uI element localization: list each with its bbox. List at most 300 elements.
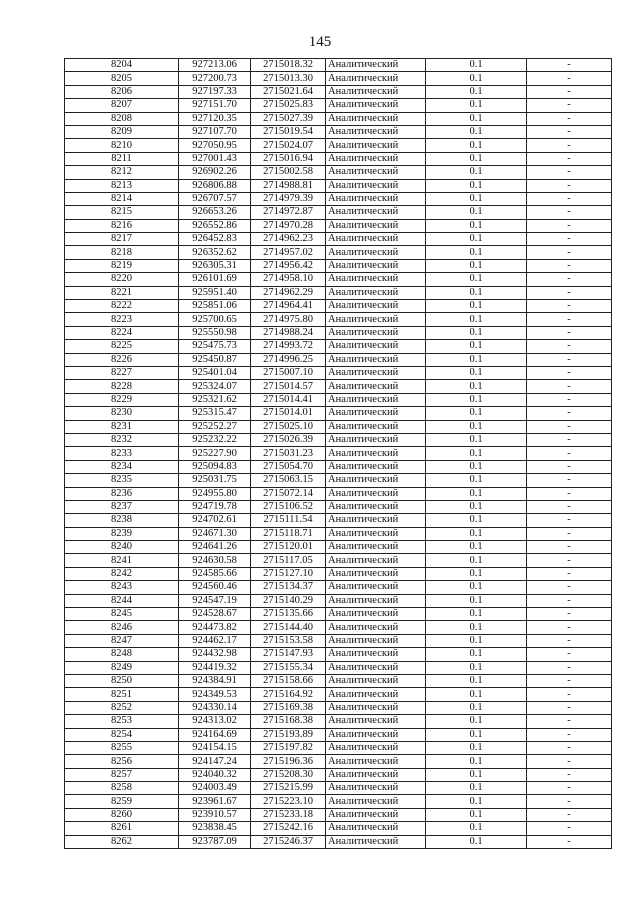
note-cell: - — [527, 608, 612, 621]
precision-cell: 0.1 — [426, 447, 527, 460]
y-coordinate-cell: 2714962.23 — [251, 233, 326, 246]
note-cell: - — [527, 661, 612, 674]
point-number-cell: 8228 — [65, 380, 179, 393]
y-coordinate-cell: 2714979.39 — [251, 192, 326, 205]
point-number-cell: 8226 — [65, 353, 179, 366]
x-coordinate-cell: 924313.02 — [179, 715, 251, 728]
precision-cell: 0.1 — [426, 192, 527, 205]
method-cell: Аналитический — [326, 420, 426, 433]
table-row — [65, 822, 612, 835]
table-row — [65, 300, 612, 313]
x-coordinate-cell: 927151.70 — [179, 99, 251, 112]
table-row — [65, 728, 612, 741]
method-cell: Аналитический — [326, 808, 426, 821]
point-number-cell: 8232 — [65, 433, 179, 446]
x-coordinate-cell: 923787.09 — [179, 835, 251, 848]
method-cell: Аналитический — [326, 246, 426, 259]
x-coordinate-cell: 926101.69 — [179, 273, 251, 286]
point-number-cell: 8214 — [65, 192, 179, 205]
point-number-cell: 8247 — [65, 634, 179, 647]
method-cell: Аналитический — [326, 474, 426, 487]
note-cell: - — [527, 139, 612, 152]
note-cell: - — [527, 393, 612, 406]
x-coordinate-cell: 924462.17 — [179, 634, 251, 647]
precision-cell: 0.1 — [426, 139, 527, 152]
y-coordinate-cell: 2715215.99 — [251, 782, 326, 795]
method-cell: Аналитический — [326, 340, 426, 353]
note-cell: - — [527, 206, 612, 219]
method-cell: Аналитический — [326, 554, 426, 567]
point-number-cell: 8231 — [65, 420, 179, 433]
method-cell: Аналитический — [326, 674, 426, 687]
point-number-cell: 8254 — [65, 728, 179, 741]
point-number-cell: 8245 — [65, 608, 179, 621]
note-cell: - — [527, 701, 612, 714]
note-cell: - — [527, 474, 612, 487]
y-coordinate-cell: 2715014.41 — [251, 393, 326, 406]
table-row — [65, 715, 612, 728]
precision-cell: 0.1 — [426, 755, 527, 768]
precision-cell: 0.1 — [426, 728, 527, 741]
method-cell: Аналитический — [326, 634, 426, 647]
table-row — [65, 741, 612, 754]
precision-cell: 0.1 — [426, 768, 527, 781]
precision-cell: 0.1 — [426, 380, 527, 393]
precision-cell: 0.1 — [426, 273, 527, 286]
method-cell: Аналитический — [326, 233, 426, 246]
point-number-cell: 8260 — [65, 808, 179, 821]
point-number-cell: 8241 — [65, 554, 179, 567]
note-cell: - — [527, 594, 612, 607]
note-cell: - — [527, 152, 612, 165]
precision-cell: 0.1 — [426, 514, 527, 527]
x-coordinate-cell: 926452.83 — [179, 233, 251, 246]
x-coordinate-cell: 925094.83 — [179, 460, 251, 473]
method-cell: Аналитический — [326, 822, 426, 835]
y-coordinate-cell: 2715155.34 — [251, 661, 326, 674]
x-coordinate-cell: 926806.88 — [179, 179, 251, 192]
note-cell: - — [527, 688, 612, 701]
note-cell: - — [527, 179, 612, 192]
method-cell: Аналитический — [326, 366, 426, 379]
precision-cell: 0.1 — [426, 567, 527, 580]
x-coordinate-cell: 924630.58 — [179, 554, 251, 567]
y-coordinate-cell: 2714988.24 — [251, 326, 326, 339]
note-cell: - — [527, 648, 612, 661]
x-coordinate-cell: 925232.22 — [179, 433, 251, 446]
point-number-cell: 8253 — [65, 715, 179, 728]
table-row — [65, 634, 612, 647]
method-cell: Аналитический — [326, 152, 426, 165]
precision-cell: 0.1 — [426, 581, 527, 594]
table-row — [65, 527, 612, 540]
method-cell: Аналитический — [326, 621, 426, 634]
table-row — [65, 286, 612, 299]
point-number-cell: 8249 — [65, 661, 179, 674]
x-coordinate-cell: 926707.57 — [179, 192, 251, 205]
y-coordinate-cell: 2715233.18 — [251, 808, 326, 821]
x-coordinate-cell: 924164.69 — [179, 728, 251, 741]
table-row — [65, 701, 612, 714]
table-row — [65, 688, 612, 701]
point-number-cell: 8224 — [65, 326, 179, 339]
precision-cell: 0.1 — [426, 835, 527, 848]
precision-cell: 0.1 — [426, 206, 527, 219]
table-row — [65, 487, 612, 500]
table-row — [65, 179, 612, 192]
table-row — [65, 166, 612, 179]
x-coordinate-cell: 924719.78 — [179, 500, 251, 513]
x-coordinate-cell: 923961.67 — [179, 795, 251, 808]
y-coordinate-cell: 2715153.58 — [251, 634, 326, 647]
y-coordinate-cell: 2715193.89 — [251, 728, 326, 741]
method-cell: Аналитический — [326, 166, 426, 179]
method-cell: Аналитический — [326, 112, 426, 125]
point-number-cell: 8242 — [65, 567, 179, 580]
point-number-cell: 8233 — [65, 447, 179, 460]
note-cell: - — [527, 72, 612, 85]
note-cell: - — [527, 581, 612, 594]
point-number-cell: 8215 — [65, 206, 179, 219]
method-cell: Аналитический — [326, 701, 426, 714]
table-row — [65, 567, 612, 580]
y-coordinate-cell: 2715021.64 — [251, 85, 326, 98]
method-cell: Аналитический — [326, 300, 426, 313]
table-row — [65, 152, 612, 165]
point-number-cell: 8206 — [65, 85, 179, 98]
x-coordinate-cell: 925324.07 — [179, 380, 251, 393]
table-row — [65, 192, 612, 205]
table-row — [65, 85, 612, 98]
precision-cell: 0.1 — [426, 166, 527, 179]
x-coordinate-cell: 926552.86 — [179, 219, 251, 232]
y-coordinate-cell: 2715168.38 — [251, 715, 326, 728]
table-row — [65, 594, 612, 607]
x-coordinate-cell: 924330.14 — [179, 701, 251, 714]
point-number-cell: 8261 — [65, 822, 179, 835]
y-coordinate-cell: 2715147.93 — [251, 648, 326, 661]
precision-cell: 0.1 — [426, 219, 527, 232]
y-coordinate-cell: 2714970.28 — [251, 219, 326, 232]
y-coordinate-cell: 2715135.66 — [251, 608, 326, 621]
x-coordinate-cell: 925031.75 — [179, 474, 251, 487]
table-row — [65, 674, 612, 687]
table-row — [65, 447, 612, 460]
precision-cell: 0.1 — [426, 661, 527, 674]
method-cell: Аналитический — [326, 273, 426, 286]
point-number-cell: 8252 — [65, 701, 179, 714]
table-row — [65, 768, 612, 781]
point-number-cell: 8205 — [65, 72, 179, 85]
method-cell: Аналитический — [326, 393, 426, 406]
y-coordinate-cell: 2715111.54 — [251, 514, 326, 527]
note-cell: - — [527, 634, 612, 647]
method-cell: Аналитический — [326, 353, 426, 366]
point-number-cell: 8209 — [65, 125, 179, 138]
y-coordinate-cell: 2715018.32 — [251, 59, 326, 72]
precision-cell: 0.1 — [426, 179, 527, 192]
precision-cell: 0.1 — [426, 300, 527, 313]
y-coordinate-cell: 2715054.70 — [251, 460, 326, 473]
x-coordinate-cell: 925252.27 — [179, 420, 251, 433]
note-cell: - — [527, 795, 612, 808]
point-number-cell: 8251 — [65, 688, 179, 701]
table-row — [65, 59, 612, 72]
method-cell: Аналитический — [326, 313, 426, 326]
point-number-cell: 8235 — [65, 474, 179, 487]
table-row — [65, 514, 612, 527]
table-row — [65, 353, 612, 366]
point-number-cell: 8236 — [65, 487, 179, 500]
x-coordinate-cell: 925315.47 — [179, 407, 251, 420]
point-number-cell: 8218 — [65, 246, 179, 259]
precision-cell: 0.1 — [426, 701, 527, 714]
table-row — [65, 474, 612, 487]
point-number-cell: 8243 — [65, 581, 179, 594]
y-coordinate-cell: 2715027.39 — [251, 112, 326, 125]
point-number-cell: 8229 — [65, 393, 179, 406]
method-cell: Аналитический — [326, 326, 426, 339]
y-coordinate-cell: 2714975.80 — [251, 313, 326, 326]
point-number-cell: 8246 — [65, 621, 179, 634]
precision-cell: 0.1 — [426, 474, 527, 487]
point-number-cell: 8211 — [65, 152, 179, 165]
note-cell: - — [527, 768, 612, 781]
table-row — [65, 835, 612, 848]
note-cell: - — [527, 674, 612, 687]
precision-cell: 0.1 — [426, 541, 527, 554]
precision-cell: 0.1 — [426, 420, 527, 433]
precision-cell: 0.1 — [426, 393, 527, 406]
x-coordinate-cell: 923910.57 — [179, 808, 251, 821]
y-coordinate-cell: 2714957.02 — [251, 246, 326, 259]
method-cell: Аналитический — [326, 594, 426, 607]
point-number-cell: 8207 — [65, 99, 179, 112]
table-row — [65, 581, 612, 594]
method-cell: Аналитический — [326, 407, 426, 420]
x-coordinate-cell: 926902.26 — [179, 166, 251, 179]
method-cell: Аналитический — [326, 99, 426, 112]
point-number-cell: 8237 — [65, 500, 179, 513]
x-coordinate-cell: 924560.46 — [179, 581, 251, 594]
point-number-cell: 8213 — [65, 179, 179, 192]
method-cell: Аналитический — [326, 527, 426, 540]
method-cell: Аналитический — [326, 514, 426, 527]
x-coordinate-cell: 925851.06 — [179, 300, 251, 313]
note-cell: - — [527, 541, 612, 554]
note-cell: - — [527, 420, 612, 433]
page-number: 145 — [308, 34, 332, 50]
point-number-cell: 8230 — [65, 407, 179, 420]
method-cell: Аналитический — [326, 125, 426, 138]
table-row — [65, 608, 612, 621]
x-coordinate-cell: 924040.32 — [179, 768, 251, 781]
note-cell: - — [527, 755, 612, 768]
point-number-cell: 8256 — [65, 755, 179, 768]
x-coordinate-cell: 926653.26 — [179, 206, 251, 219]
note-cell: - — [527, 808, 612, 821]
y-coordinate-cell: 2714996.25 — [251, 353, 326, 366]
x-coordinate-cell: 925475.73 — [179, 340, 251, 353]
note-cell: - — [527, 340, 612, 353]
point-number-cell: 8225 — [65, 340, 179, 353]
point-number-cell: 8223 — [65, 313, 179, 326]
precision-cell: 0.1 — [426, 688, 527, 701]
table-row — [65, 433, 612, 446]
y-coordinate-cell: 2715197.82 — [251, 741, 326, 754]
y-coordinate-cell: 2715019.54 — [251, 125, 326, 138]
x-coordinate-cell: 924419.32 — [179, 661, 251, 674]
x-coordinate-cell: 924585.66 — [179, 567, 251, 580]
x-coordinate-cell: 924547.19 — [179, 594, 251, 607]
method-cell: Аналитический — [326, 648, 426, 661]
precision-cell: 0.1 — [426, 648, 527, 661]
x-coordinate-cell: 927120.35 — [179, 112, 251, 125]
precision-cell: 0.1 — [426, 59, 527, 72]
y-coordinate-cell: 2715014.57 — [251, 380, 326, 393]
table-row — [65, 125, 612, 138]
y-coordinate-cell: 2715208.30 — [251, 768, 326, 781]
table-row — [65, 621, 612, 634]
precision-cell: 0.1 — [426, 621, 527, 634]
note-cell: - — [527, 621, 612, 634]
note-cell: - — [527, 99, 612, 112]
y-coordinate-cell: 2715063.15 — [251, 474, 326, 487]
point-number-cell: 8258 — [65, 782, 179, 795]
y-coordinate-cell: 2715117.05 — [251, 554, 326, 567]
method-cell: Аналитический — [326, 795, 426, 808]
x-coordinate-cell: 927107.70 — [179, 125, 251, 138]
precision-cell: 0.1 — [426, 487, 527, 500]
point-number-cell: 8238 — [65, 514, 179, 527]
precision-cell: 0.1 — [426, 500, 527, 513]
precision-cell: 0.1 — [426, 112, 527, 125]
point-number-cell: 8212 — [65, 166, 179, 179]
y-coordinate-cell: 2714964.41 — [251, 300, 326, 313]
note-cell: - — [527, 366, 612, 379]
method-cell: Аналитический — [326, 741, 426, 754]
note-cell: - — [527, 741, 612, 754]
table-row — [65, 393, 612, 406]
y-coordinate-cell: 2714972.87 — [251, 206, 326, 219]
precision-cell: 0.1 — [426, 233, 527, 246]
method-cell: Аналитический — [326, 72, 426, 85]
precision-cell: 0.1 — [426, 608, 527, 621]
point-number-cell: 8248 — [65, 648, 179, 661]
method-cell: Аналитический — [326, 541, 426, 554]
note-cell: - — [527, 514, 612, 527]
note-cell: - — [527, 380, 612, 393]
method-cell: Аналитический — [326, 380, 426, 393]
point-number-cell: 8204 — [65, 59, 179, 72]
y-coordinate-cell: 2715031.23 — [251, 447, 326, 460]
precision-cell: 0.1 — [426, 554, 527, 567]
table-row — [65, 139, 612, 152]
note-cell: - — [527, 125, 612, 138]
point-number-cell: 8257 — [65, 768, 179, 781]
y-coordinate-cell: 2715158.66 — [251, 674, 326, 687]
x-coordinate-cell: 927200.73 — [179, 72, 251, 85]
x-coordinate-cell: 926305.31 — [179, 259, 251, 272]
precision-cell: 0.1 — [426, 674, 527, 687]
y-coordinate-cell: 2715140.29 — [251, 594, 326, 607]
method-cell: Аналитический — [326, 835, 426, 848]
precision-cell: 0.1 — [426, 715, 527, 728]
point-number-cell: 8210 — [65, 139, 179, 152]
x-coordinate-cell: 927050.95 — [179, 139, 251, 152]
note-cell: - — [527, 433, 612, 446]
point-number-cell: 8255 — [65, 741, 179, 754]
table-row — [65, 112, 612, 125]
y-coordinate-cell: 2715025.83 — [251, 99, 326, 112]
x-coordinate-cell: 925951.40 — [179, 286, 251, 299]
y-coordinate-cell: 2715169.38 — [251, 701, 326, 714]
y-coordinate-cell: 2714958.10 — [251, 273, 326, 286]
table-row — [65, 380, 612, 393]
point-number-cell: 8239 — [65, 527, 179, 540]
y-coordinate-cell: 2714988.81 — [251, 179, 326, 192]
x-coordinate-cell: 924702.61 — [179, 514, 251, 527]
y-coordinate-cell: 2715246.37 — [251, 835, 326, 848]
note-cell: - — [527, 353, 612, 366]
note-cell: - — [527, 273, 612, 286]
x-coordinate-cell: 924473.82 — [179, 621, 251, 634]
note-cell: - — [527, 500, 612, 513]
method-cell: Аналитический — [326, 661, 426, 674]
table-row — [65, 500, 612, 513]
x-coordinate-cell: 924349.53 — [179, 688, 251, 701]
y-coordinate-cell: 2715196.36 — [251, 755, 326, 768]
precision-cell: 0.1 — [426, 72, 527, 85]
table-row — [65, 313, 612, 326]
table-row — [65, 340, 612, 353]
y-coordinate-cell: 2715127.10 — [251, 567, 326, 580]
note-cell: - — [527, 166, 612, 179]
point-number-cell: 8244 — [65, 594, 179, 607]
precision-cell: 0.1 — [426, 594, 527, 607]
x-coordinate-cell: 924384.91 — [179, 674, 251, 687]
table-row — [65, 366, 612, 379]
note-cell: - — [527, 460, 612, 473]
table-row — [65, 233, 612, 246]
note-cell: - — [527, 487, 612, 500]
point-number-cell: 8227 — [65, 366, 179, 379]
note-cell: - — [527, 567, 612, 580]
method-cell: Аналитический — [326, 487, 426, 500]
note-cell: - — [527, 286, 612, 299]
table-row — [65, 808, 612, 821]
note-cell: - — [527, 259, 612, 272]
precision-cell: 0.1 — [426, 99, 527, 112]
y-coordinate-cell: 2715120.01 — [251, 541, 326, 554]
y-coordinate-cell: 2715106.52 — [251, 500, 326, 513]
point-number-cell: 8221 — [65, 286, 179, 299]
table-row — [65, 648, 612, 661]
x-coordinate-cell: 924154.15 — [179, 741, 251, 754]
point-number-cell: 8259 — [65, 795, 179, 808]
note-cell: - — [527, 822, 612, 835]
method-cell: Аналитический — [326, 715, 426, 728]
x-coordinate-cell: 924003.49 — [179, 782, 251, 795]
x-coordinate-cell: 927001.43 — [179, 152, 251, 165]
precision-cell: 0.1 — [426, 634, 527, 647]
precision-cell: 0.1 — [426, 353, 527, 366]
y-coordinate-cell: 2715072.14 — [251, 487, 326, 500]
table-row — [65, 273, 612, 286]
y-coordinate-cell: 2714993.72 — [251, 340, 326, 353]
point-number-cell: 8208 — [65, 112, 179, 125]
point-number-cell: 8234 — [65, 460, 179, 473]
